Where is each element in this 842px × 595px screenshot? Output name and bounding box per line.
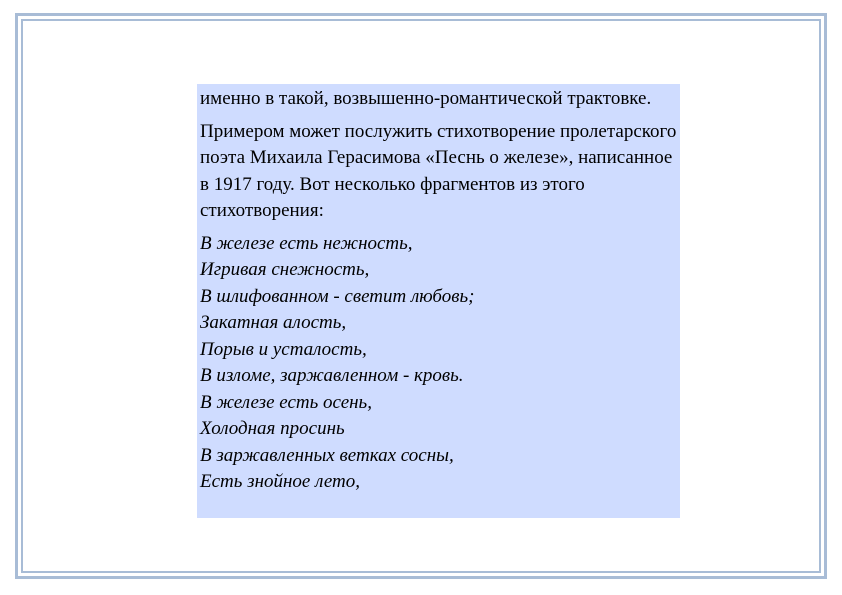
- poem-line: Холодная просинь: [200, 418, 345, 439]
- poem-line: Есть знойное лето,: [200, 471, 361, 492]
- poem-line: Порыв и усталость,: [200, 338, 367, 360]
- poem-line: В шлифованном - светит любовь;: [200, 285, 475, 307]
- poem-line: Игривая снежность,: [200, 259, 370, 280]
- poem-line: В железе есть осень,: [200, 391, 372, 413]
- poem-line: В заржавленных ветках сосны,: [200, 444, 454, 466]
- poem-line: В изломе, заржавленном - кровь.: [200, 365, 464, 386]
- poem-line: Закатная алость,: [200, 312, 347, 333]
- text-box: [197, 84, 680, 518]
- paragraph-intro: именно в такой, возвышенно-романтической трактовке.: [200, 88, 652, 109]
- poem-excerpt: [200, 231, 680, 496]
- paragraph-example: Примером может послужить стихотворение пролетарского поэта Михаила Герасимова «Песнь о железе», написанное в 1917 году. Вот несколько фрагментов из этого стихотворения:: [200, 120, 677, 221]
- poem-line: В железе есть нежность,: [200, 232, 413, 254]
